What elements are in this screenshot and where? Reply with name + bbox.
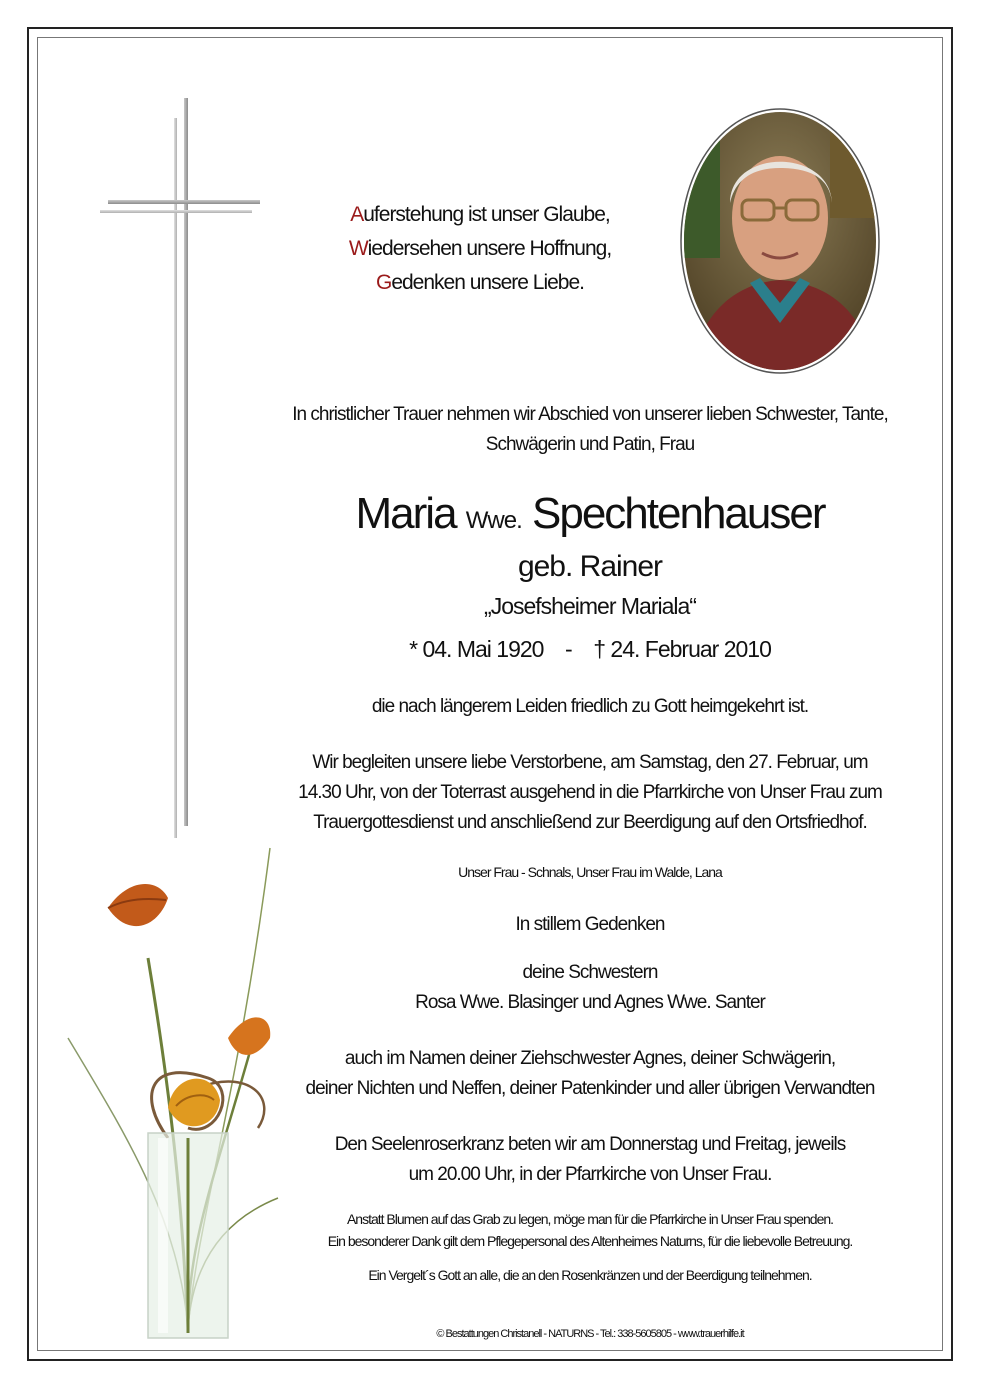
donation-note: Anstatt Blumen auf das Grab zu legen, möge man für die Pfarrkirche in Unser Frau spenden. Ein besonderer Dank gilt dem Pflegepersonal des Altenheimes Naturns, für die liebevolle Betreuung.: [327, 1211, 853, 1249]
relatives-text: auch im Namen deiner Ziehschwester Agnes, deiner Schwägerin, deiner Nichten und Neffen, deiner Patenkinder und aller übrigen Verwandten: [305, 1048, 875, 1099]
motto: [330, 198, 630, 300]
deceased-name: Maria Wwe. Spechtenhauser: [355, 489, 825, 538]
birth-name: geb. Rainer: [517, 550, 663, 583]
footer-credit: © Bestattungen Christanell - NATURNS - Tel.: 338-5605805 - www.trauerhilfe.it: [436, 1328, 744, 1340]
motto-line-3: Gedenken unsere Liebe.: [375, 271, 584, 294]
thanks-note: Ein Vergelt´s Gott an alle, die an den Rosenkränzen und der Beerdigung teilnehmen.: [368, 1267, 812, 1283]
motto-line-2: Wiedersehen unsere Hoffnung,: [348, 237, 612, 260]
portrait-photo: [680, 108, 880, 374]
intro-text: In christlicher Trauer nehmen wir Abschied von unserer lieben Schwester, Tante, Schwägerin und Patin, Frau: [292, 404, 888, 455]
nickname: „Josefsheimer Mariala“: [484, 593, 696, 619]
rosary-info: Den Seelenroserkranz beten wir am Donnerstag und Freitag, jeweils um 20.00 Uhr, in der Pfarrkirche von Unser Frau.: [334, 1134, 846, 1185]
sisters-names: Rosa Wwe. Blasinger und Agnes Wwe. Santer: [415, 992, 765, 1013]
mourning-line: In stillem Gedenken: [515, 914, 665, 935]
death-note: die nach längerem Leiden friedlich zu Gott heimgekehrt ist.: [371, 696, 809, 717]
flower-vase-icon: [48, 838, 288, 1350]
funeral-info: Wir begleiten unsere liebe Verstorbene, am Samstag, den 27. Februar, um 14.30 Uhr, von der Toterrast ausgehend in die Pfarrkirche von Unser Frau zum Trauergottesdienst und anschließend zur Beerdigung auf den Ortsfriedhof.: [298, 752, 882, 833]
places: Unser Frau - Schnals, Unser Frau im Walde, Lana: [458, 864, 722, 880]
life-dates: * 04. Mai 1920 - † 24. Februar 2010: [409, 636, 771, 662]
motto-line-1: Auferstehung ist unser Glaube,: [350, 203, 610, 226]
sisters-label: deine Schwestern: [522, 962, 658, 983]
